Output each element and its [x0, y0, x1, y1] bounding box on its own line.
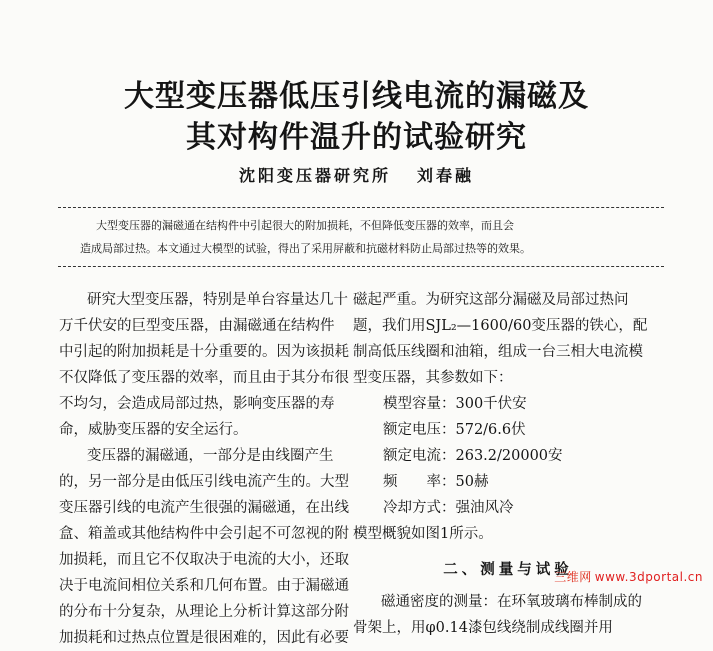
author-name: 刘春融: [417, 166, 475, 185]
paragraph-line: 中引起的附加损耗是十分重要的。因为该损耗: [59, 344, 349, 360]
figure-reference: 模型概貌如图1所示。: [353, 526, 493, 542]
paragraph-line: 不均匀，会造成局部过热，影响变压器的寿: [59, 396, 335, 412]
paragraph-line: 盒、箱盖或其他结构件中会引起不可忽视的附: [59, 526, 349, 542]
paragraph-line: 型变压器，其参数如下：: [353, 370, 513, 386]
paragraph-line: 的，另一部分是由低压引线电流产生的。大型: [59, 474, 349, 490]
parameter-capacity: 模型容量：300千伏安: [383, 396, 527, 412]
section-heading: 二、测量与试验: [443, 561, 573, 578]
paragraph-line: 加损耗和过热点位置是很困难的，因此有必要: [59, 630, 349, 646]
abstract: [80, 214, 640, 260]
paragraph-line: 变压器引线的电流产生很强的漏磁通，在出线: [59, 500, 349, 516]
paper-title-line-2: 其对构件温升的试验研究: [186, 120, 527, 155]
paragraph-line: 题，我们用SJL₂—1600/60变压器的铁心，配: [353, 318, 648, 334]
paragraph-line: 命，威胁变压器的安全运行。: [59, 422, 248, 438]
paragraph-line: 研究大型变压器，特别是单台容量达几十: [87, 292, 348, 308]
abstract-line: 大型变压器的漏磁通在结构件中引起很大的附加损耗，不但降低变压器的效率，而且会: [96, 219, 514, 232]
parameter-voltage: 额定电压：572/6.6伏: [383, 422, 526, 438]
paragraph-line: 磁通密度的测量：在环氧玻璃布棒制成的: [381, 594, 642, 610]
paragraph-line: 决于电流间相位关系和几何布置。由于漏磁通: [59, 578, 349, 594]
paragraph-line: 加损耗，而且它不仅取决于电流的大小，还取: [59, 552, 349, 568]
paragraph-line: 变压器的漏磁通，一部分是由线圈产生: [87, 448, 334, 464]
paragraph-line: 不仅降低了变压器的效率，而且由于其分布很: [59, 370, 349, 386]
right-column: [353, 287, 663, 641]
abstract-line: 造成局部过热。本文通过大模型的试验，得出了采用屏蔽和抗磁材料防止局部过热等的效果。: [80, 242, 531, 255]
watermark-url: www.3dportal.cn: [594, 570, 703, 584]
abstract-bottom-rule: [58, 266, 664, 267]
paper-title-line-1: 大型变压器低压引线电流的漏磁及: [124, 79, 589, 114]
institution: 沈阳变压器研究所: [238, 166, 391, 185]
parameter-frequency: 频 率：50赫: [383, 474, 489, 490]
left-column: [59, 287, 349, 651]
paragraph-line: 的分布十分复杂，从理论上分析计算这部分附: [59, 604, 349, 620]
paragraph-line: 磁起严重。为研究这部分漏磁及局部过热问: [353, 292, 629, 308]
paragraph-line: 万千伏安的巨型变压器，由漏磁通在结构件: [59, 318, 335, 334]
watermark: [554, 568, 703, 585]
paragraph-line: 骨架上，用φ0.14漆包线绕制成线圈并用: [353, 620, 613, 636]
parameter-cooling: 冷却方式：强油风冷: [383, 500, 514, 516]
abstract-top-rule: [58, 207, 664, 208]
parameter-current: 额定电流：263.2/20000安: [383, 448, 563, 464]
paragraph-line: 制高低压线圈和油箱，组成一台三相大电流模: [353, 344, 643, 360]
watermark-site: 三维网: [554, 570, 592, 584]
author-line: [0, 163, 713, 186]
